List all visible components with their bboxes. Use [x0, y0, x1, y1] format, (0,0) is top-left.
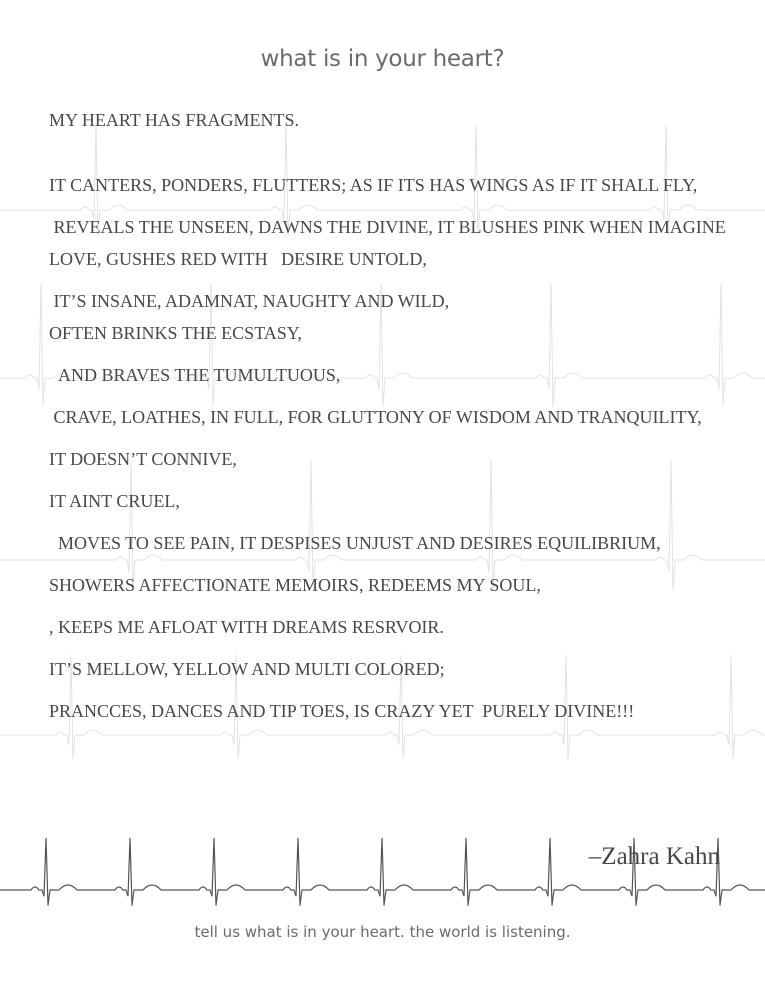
poem-stanza-6: CRAVE, LOATHES, IN FULL, FOR GLUTTONY OF WISDOM AND TRANQUILITY, — [49, 407, 702, 427]
poem-author: –Zahra Kahn — [588, 843, 720, 870]
footer-tagline: tell us what is in your heart. the world is listening. — [194, 923, 571, 941]
poem-stanza-11: , KEEPS ME AFLOAT WITH DREAMS RESRVOIR. — [49, 617, 444, 637]
poem-stanza-9: MOVES TO SEE PAIN, IT DESPISES UNJUST AND DESIRES EQUILIBRIUM, — [49, 533, 661, 553]
poem-stanza-5: AND BRAVES THE TUMULTUOUS, — [49, 365, 341, 385]
poem-stanza-2: IT CANTERS, PONDERS, FLUTTERS; AS IF ITS HAS WINGS AS IF IT SHALL FLY, — [49, 175, 698, 195]
poem-body — [49, 104, 739, 727]
poem-stanza-3: REVEALS THE UNSEEN, DAWNS THE DIVINE, IT BLUSHES PINK WHEN IMAGINE LOVE, GUSHES RED WITH DESIRE UNTOLD, — [49, 217, 731, 269]
page-title: what is in your heart? — [260, 46, 505, 72]
poem-stanza-12: IT’S MELLOW, YELLOW AND MULTI COLORED; — [49, 659, 445, 679]
poem-stanza-4: IT’S INSANE, ADAMNAT, NAUGHTY AND WILD, OFTEN BRINKS THE ECSTASY, — [49, 291, 450, 343]
poem-stanza-8: IT AINT CRUEL, — [49, 491, 180, 511]
poem-stanza-1: MY HEART HAS FRAGMENTS. — [49, 110, 299, 130]
poem-stanza-7: IT DOESN’T CONNIVE, — [49, 449, 237, 469]
poem-stanza-13: PRANCCES, DANCES AND TIP TOES, IS CRAZY YET PURELY DIVINE!!! — [49, 701, 635, 721]
poem-stanza-10: SHOWERS AFFECTIONATE MEMOIRS, REDEEMS MY SOUL, — [49, 575, 541, 595]
